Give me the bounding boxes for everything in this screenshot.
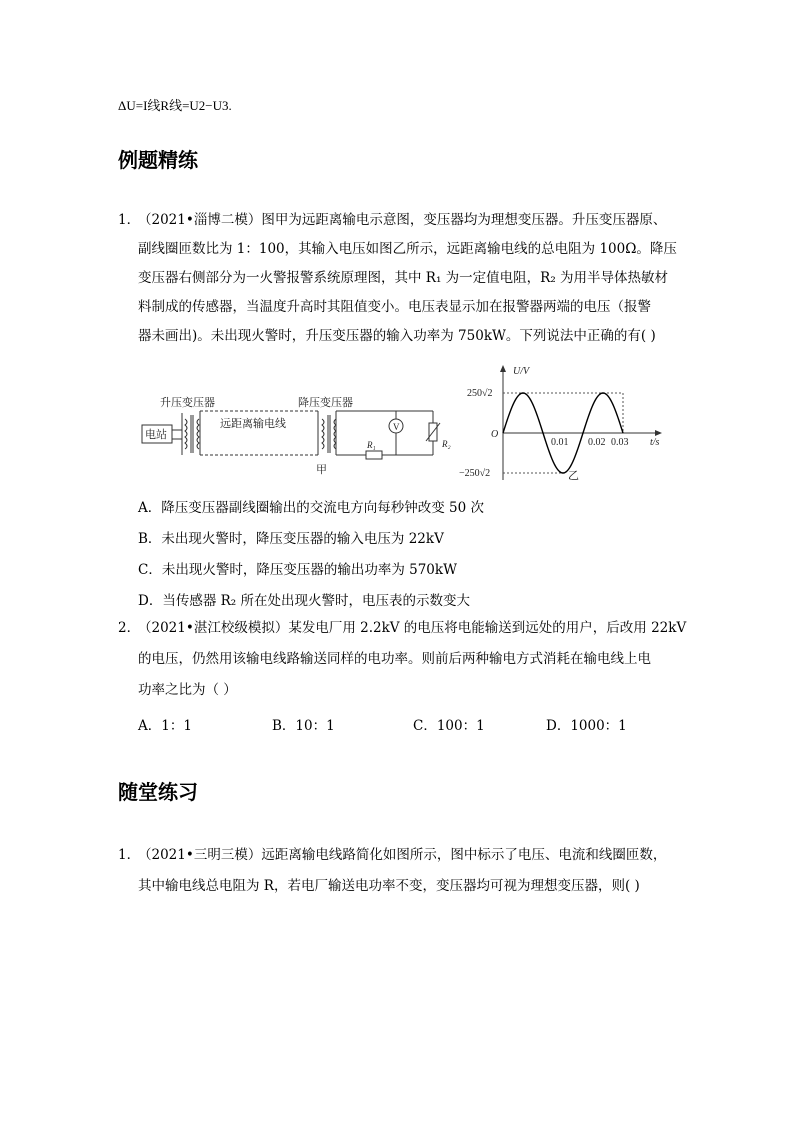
station-label: 电站 <box>145 429 167 441</box>
formula: ΔU=I线R线=U2−U3. <box>118 98 232 113</box>
q2-line: 的电压，仍然用该输电线路输送同样的电功率。则前后两种输电方式消耗在输电线上电 <box>138 651 651 667</box>
step-up-label: 升压变压器 <box>160 397 215 409</box>
q3-line: （2021•三明三模）远距离输电线路简化如图所示，图中标示了电压、电流和线圈匝数， <box>138 847 667 863</box>
graph-origin: O <box>491 429 499 440</box>
section-title-examples: 例题精练 <box>118 148 198 172</box>
voltmeter-label: V <box>393 422 400 432</box>
step-up-coil-secondary <box>197 419 199 449</box>
circuit-caption: 甲 <box>316 464 327 476</box>
q2-option-a[interactable]: A．1：1 <box>138 718 192 734</box>
step-down-label: 降压变压器 <box>298 397 353 409</box>
graph-caption: 乙 <box>568 470 579 482</box>
r1-label: R₁ <box>367 440 376 450</box>
graph-ymax-label: 250√2 <box>467 388 493 399</box>
q2-option-d[interactable]: D．1000：1 <box>546 718 627 734</box>
q3-number: 1． <box>118 847 141 863</box>
line-label: 远距离输电线 <box>220 418 286 430</box>
q1-option-d[interactable]: D．当传感器 R₂ 所在处出现火警时，电压表的示数变大 <box>138 593 470 609</box>
q1-option-a[interactable]: A．降压变压器副线圈输出的交流电方向每秒钟改变 50 次 <box>138 500 485 516</box>
circuit-diagram <box>142 411 440 459</box>
q1-line: 副线圈匝数比为 1：100，其输入电压如图乙所示，远距离输电线的总电阻为 100Ω。降压 <box>138 241 677 257</box>
q2-line: 功率之比为（ ） <box>138 682 237 698</box>
q1-line: 器未画出)。未出现火警时，升压变压器的输入功率为 750kW。下列说法中正确的有( ) <box>138 328 656 344</box>
graph-xtick: 0.03 <box>611 437 629 448</box>
q2-number: 2． <box>118 620 141 636</box>
r1-resistor <box>366 451 382 459</box>
graph-xtick: 0.02 <box>588 437 606 448</box>
q1-number: 1． <box>118 212 141 228</box>
section-title-practice: 随堂练习 <box>118 780 198 804</box>
q1-figure <box>138 363 678 485</box>
q3-line: 其中输电线总电阻为 R，若电厂输送电功率不变，变压器均可视为理想变压器，则( ) <box>138 878 640 894</box>
q2-option-c[interactable]: C．100：1 <box>413 718 485 734</box>
q1-line: 变压器右侧部分为一火警报警系统原理图，其中 R₁ 为一定值电阻，R₂ 为用半导体热敏材 <box>138 270 669 286</box>
q1-line: 料制成的传感器，当温度升高时其阻值变小。电压表显示加在报警器两端的电压（报警 <box>138 299 651 315</box>
q2-line: （2021•湛江校级模拟）某发电厂用 2.2kV 的电压将电能输送到远处的用户，后改用 22kV <box>138 620 687 636</box>
step-up-coil-primary <box>185 419 187 449</box>
r2-label: R₂ <box>442 439 451 449</box>
voltage-graph <box>459 365 662 482</box>
q1-line: （2021•淄博二模）图甲为远距离输电示意图，变压器均为理想变压器。升压变压器原、 <box>138 212 667 228</box>
q2-option-b[interactable]: B．10：1 <box>272 718 335 734</box>
graph-ymin-label: −250√2 <box>459 468 491 479</box>
graph-ylabel: U/V <box>513 366 530 377</box>
graph-xtick: 0.01 <box>551 437 569 448</box>
step-down-coil-primary <box>322 419 324 449</box>
q1-option-b[interactable]: B．未出现火警时，降压变压器的输入电压为 22kV <box>138 531 444 547</box>
graph-xlabel: t/s <box>650 437 660 448</box>
y-axis-arrow <box>500 365 506 372</box>
x-axis-arrow <box>655 430 662 436</box>
q1-option-c[interactable]: C．未出现火警时，降压变压器的输出功率为 570kW <box>138 562 457 578</box>
